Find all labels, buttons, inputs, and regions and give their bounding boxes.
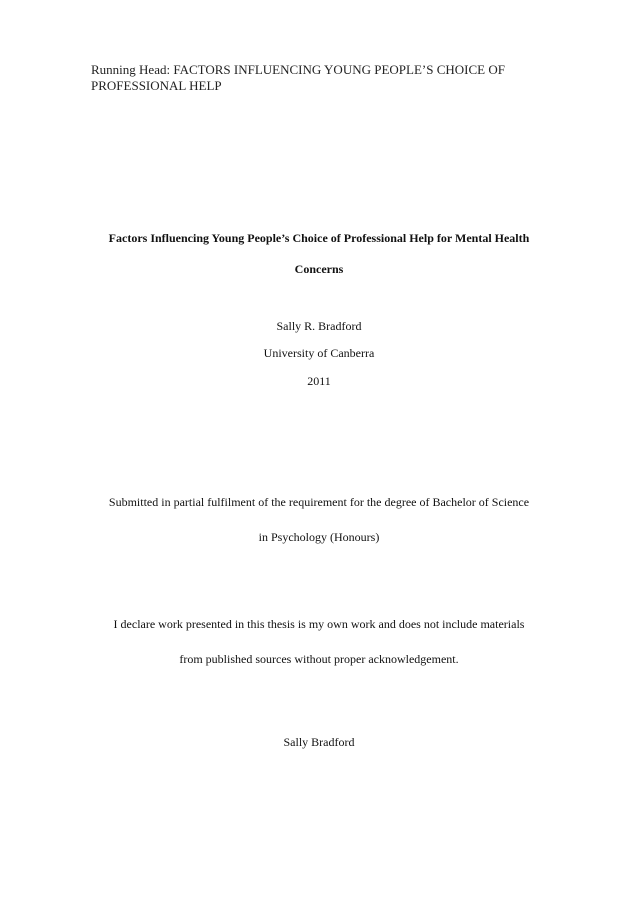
thesis-title-line-1: Factors Influencing Young People’s Choice of Professional Help for Mental Health (108, 231, 530, 245)
submission-year: 2011 (307, 374, 331, 388)
thesis-title-line-2: Concerns (294, 262, 344, 276)
declaration-statement (80, 607, 558, 677)
running-head (91, 62, 561, 94)
submission-line-1: Submitted in partial fulfilment of the requirement for the degree of Bachelor of Science (108, 495, 530, 509)
signature-name: Sally Bradford (283, 735, 355, 749)
running-head-line-2: PROFESSIONAL HELP (91, 78, 222, 93)
author-affiliation: University of Canberra (263, 346, 375, 360)
declaration-line-1: I declare work presented in this thesis is my own work and does not include materials (113, 617, 525, 631)
submission-statement (80, 485, 558, 555)
submission-line-2: in Psychology (Honours) (258, 530, 380, 544)
running-head-line-1: Running Head: FACTORS INFLUENCING YOUNG PEOPLE’S CHOICE OF (91, 62, 505, 77)
declaration-line-2: from published sources without proper acknowledgement. (179, 652, 459, 666)
author-name: Sally R. Bradford (276, 319, 362, 333)
thesis-title (80, 223, 558, 285)
